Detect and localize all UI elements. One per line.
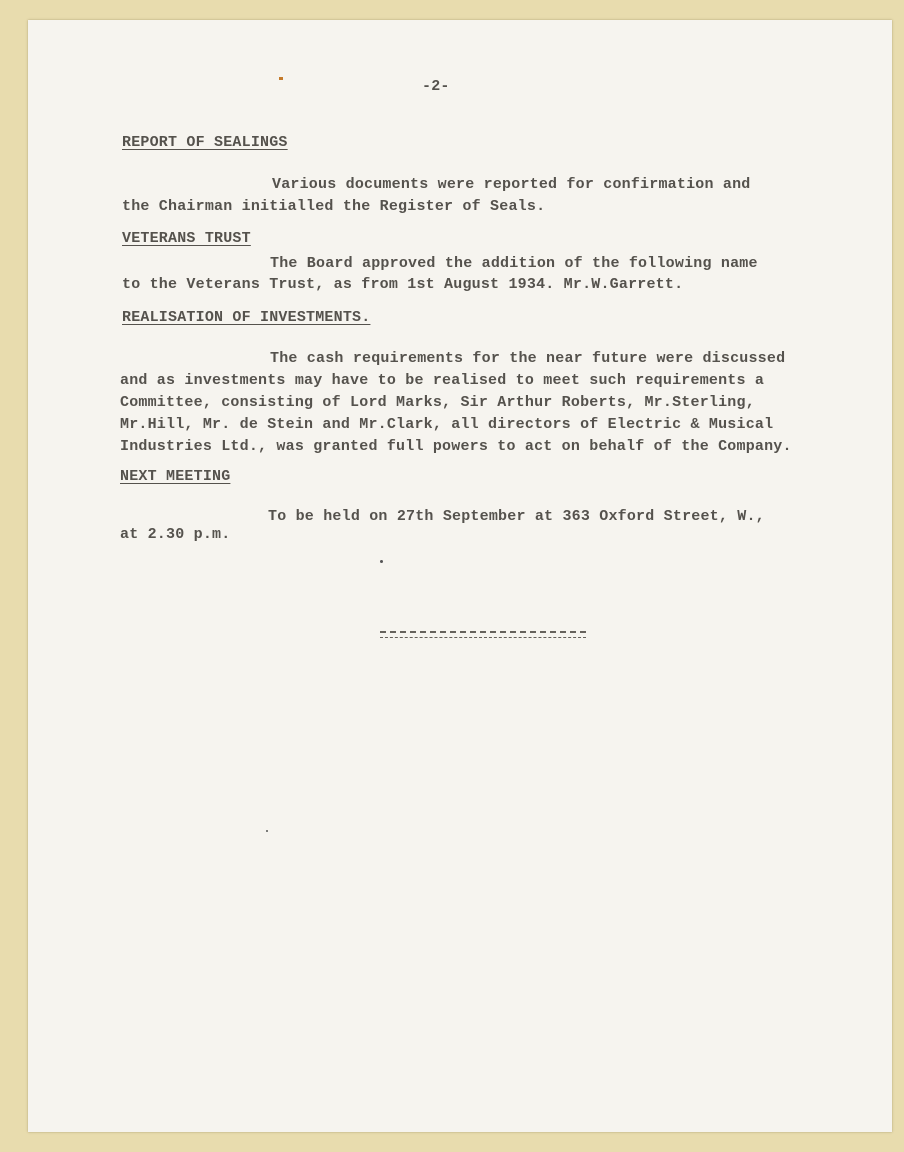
- body-line: Industries Ltd., was granted full powers to act on behalf of the Company.: [120, 438, 792, 455]
- heading-veterans-trust: VETERANS TRUST: [122, 230, 251, 247]
- body-line: To be held on 27th September at 363 Oxford Street, W.,: [268, 508, 765, 525]
- body-line: at 2.30 p.m.: [120, 526, 231, 543]
- paper-mark: [279, 77, 283, 80]
- heading-report-of-sealings: REPORT OF SEALINGS: [122, 134, 288, 151]
- body-line: to the Veterans Trust, as from 1st August 1934. Mr.W.Garrett.: [122, 276, 684, 293]
- document-page: [28, 20, 892, 1132]
- body-line: The Board approved the addition of the following name: [270, 255, 758, 272]
- body-line: Various documents were reported for confirmation and: [272, 176, 751, 193]
- body-line: and as investments may have to be realised to meet such requirements a: [120, 372, 765, 389]
- body-line: the Chairman initialled the Register of Seals.: [122, 198, 546, 215]
- page-number: -2-: [422, 78, 450, 95]
- body-line: Mr.Hill, Mr. de Stein and Mr.Clark, all directors of Electric & Musical: [120, 416, 774, 433]
- heading-next-meeting: NEXT MEETING: [120, 468, 231, 485]
- ink-speck: [380, 560, 383, 563]
- ink-speck: [266, 830, 268, 832]
- body-line: Committee, consisting of Lord Marks, Sir Arthur Roberts, Mr.Sterling,: [120, 394, 755, 411]
- closing-divider: [380, 631, 586, 638]
- body-line: The cash requirements for the near future were discussed: [270, 350, 786, 367]
- heading-realisation-of-investments: REALISATION OF INVESTMENTS.: [122, 309, 371, 326]
